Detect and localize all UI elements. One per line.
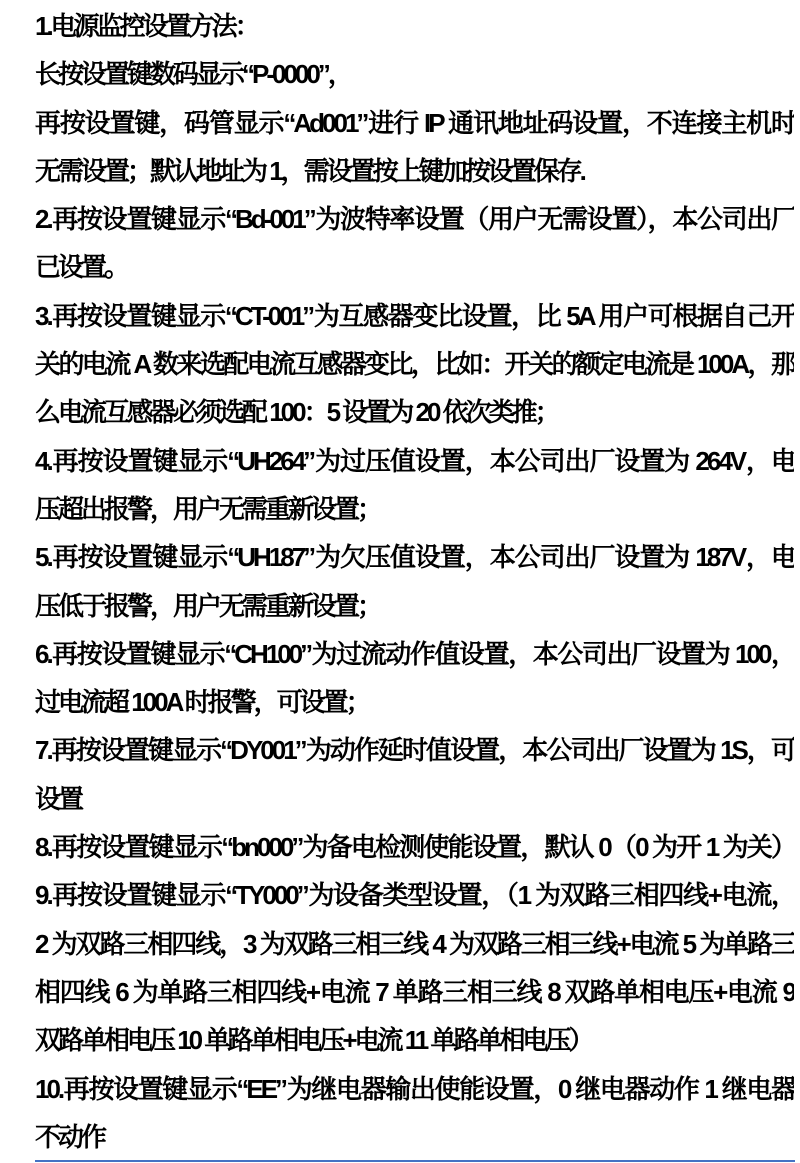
text-line: 5.再按设置键显示“UH187”为欠压值设置，本公司出厂设置为 187V，电	[35, 542, 794, 573]
text-line: 再按设置键，码管显示“Ad001”进行 IP 通讯地址码设置，不连接主机时	[35, 107, 794, 138]
text-line: 关的电流 A 数来选配电流互感器变比，比如：开关的额定电流是 100A，那	[35, 349, 794, 380]
section-4	[35, 437, 794, 534]
text-line: 设置	[35, 783, 82, 814]
text-line: 9.再按设置键显示“TY000”为设备类型设置，（1 为双路三相四线+电流，	[35, 880, 794, 911]
text-line: 2 为双路三相四线，3 为双路三相三线 4 为双路三相三线+电流 5 为单路三	[35, 928, 794, 959]
text-line: 过电流超 100A 时报警，可设置；	[35, 687, 369, 718]
text-line: 相四线 6 为单路三相四线+电流 7 单路三相三线 8 双路单相电压+电流 9	[35, 976, 794, 1007]
text-line: 已设置。	[35, 252, 128, 283]
text-line: 8.再按设置键显示“bn000”为备电检测使能设置，默认 0（0 为开 1 为关）	[35, 832, 794, 863]
section-3	[35, 292, 794, 437]
text-line: 长按设置键数码显示“P-0000”，	[35, 59, 351, 90]
section-2	[35, 195, 794, 292]
section-1	[35, 2, 794, 195]
text-line: 无需设置；默认地址为 1，需设置按上键加按设置保存.	[35, 155, 584, 186]
section-10	[35, 1065, 794, 1162]
text-line: 1.电源监控设置方法：	[35, 11, 258, 41]
text-line: 4.再按设置键显示“UH264”为过压值设置，本公司出厂设置为 264V，电	[35, 445, 794, 476]
bottom-rule	[35, 1160, 795, 1162]
text-line: 么电流互感器必须选配 100：5 设置为 20 依次类推；	[35, 397, 558, 428]
text-line: 压超出报警，用户无需重新设置；	[35, 493, 381, 524]
text-line: 压低于报警，用户无需重新设置；	[35, 590, 381, 621]
text-line: 7.再按设置键显示“DY001”为动作延时值设置，本公司出厂设置为 1S，可	[35, 735, 794, 766]
section-5	[35, 533, 794, 630]
section-7	[35, 726, 794, 823]
section-8	[35, 823, 794, 871]
text-line: 6.再按设置键显示“CH100”为过流动作值设置，本公司出厂设置为 100，	[35, 638, 794, 669]
text-line: 不动作	[35, 1121, 105, 1152]
text-line: 3.再按设置键显示“CT-001”为互感器变比设置，比 5A 用户可根据自己开	[35, 300, 794, 331]
text-line: 2.再按设置键显示“Bd-001”为波特率设置（用户无需设置），本公司出厂	[35, 204, 794, 235]
text-line: 双路单相电压 10 单路单相电压+电流 11 单路单相电压）	[35, 1025, 592, 1056]
section-6	[35, 630, 794, 727]
text-line: 10.再按设置键显示“EE”为继电器输出使能设置，0 继电器动作 1 继电器	[35, 1073, 794, 1104]
section-9	[35, 871, 794, 1064]
